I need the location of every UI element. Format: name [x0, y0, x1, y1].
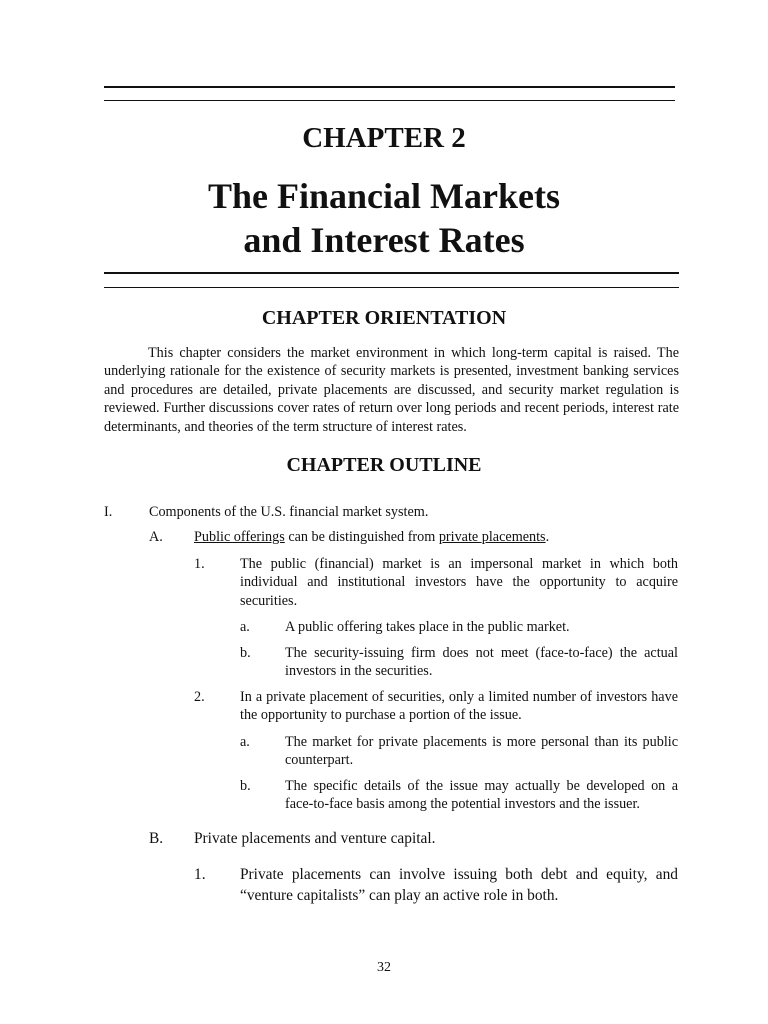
outline-text [194, 528, 679, 546]
outline-text: In a private placement of securities, only a limited number of investors have the opportunity to purchase a portion of the issue. [240, 689, 678, 724]
outline-marker: a. [240, 619, 250, 635]
outline-marker: a. [240, 734, 250, 750]
outline-text: A public offering takes place in the public market. [285, 619, 570, 635]
chapter-title-line1: The Financial Markets [208, 176, 560, 216]
outline-text: The specific details of the issue may actually be developed on a face-to-face basis among the potential investors and the issuer. [285, 778, 678, 813]
outline-text-end: . [545, 529, 550, 545]
page-number: 32 [377, 960, 391, 975]
orientation-paragraph: This chapter considers the market environment in which long-term capital is raised. The underlying rationale for the existence of security markets is presented, investment banking services and procedures are detailed, private placements are discussed, and security market regulation is reviewed. Further discussions cover rates of return over long periods and recent periods, interest rate determinants, and theories of the term structure of interest rates. [104, 345, 679, 435]
mid-rule-thick [104, 272, 679, 274]
private-placements-term: private placements [438, 529, 546, 545]
outline-text: Private placements can involve issuing both debt and equity, and “venture capitalists” can play an active role in both. [240, 866, 678, 904]
top-rule-thin [104, 100, 675, 101]
outline-marker: 2. [194, 689, 205, 705]
outline-text: The public (financial) market is an impersonal market in which both individual and institutional investors have the opportunity to acquire securities. [240, 556, 678, 609]
chapter-label: CHAPTER 2 [302, 122, 466, 154]
outline-marker: 1. [194, 556, 205, 572]
outline-marker: 1. [194, 866, 206, 883]
outline-text: Private placements and venture capital. [194, 830, 436, 847]
orientation-heading: CHAPTER ORIENTATION [261, 307, 507, 329]
outline-marker: A. [149, 529, 163, 545]
outline-text: The market for private placements is more personal than its public counterpart. [285, 734, 678, 769]
mid-rule-thin [104, 287, 679, 288]
outline-marker: b. [240, 778, 251, 794]
outline-marker: I. [104, 504, 113, 520]
outline-marker: B. [149, 830, 164, 847]
outline-text: Components of the U.S. financial market system. [149, 504, 429, 520]
outline-text-middle: can be distinguished from [284, 529, 439, 545]
chapter-title-line2: and Interest Rates [243, 220, 525, 260]
top-rule-thick [104, 86, 675, 88]
chapter-title [0, 174, 768, 262]
outline-text: The security-issuing firm does not meet (face-to-face) the actual investors in the securities. [285, 645, 678, 680]
public-offerings-term: Public offerings [194, 529, 285, 545]
outline-heading: CHAPTER OUTLINE [286, 454, 482, 476]
outline-marker: b. [240, 645, 251, 661]
